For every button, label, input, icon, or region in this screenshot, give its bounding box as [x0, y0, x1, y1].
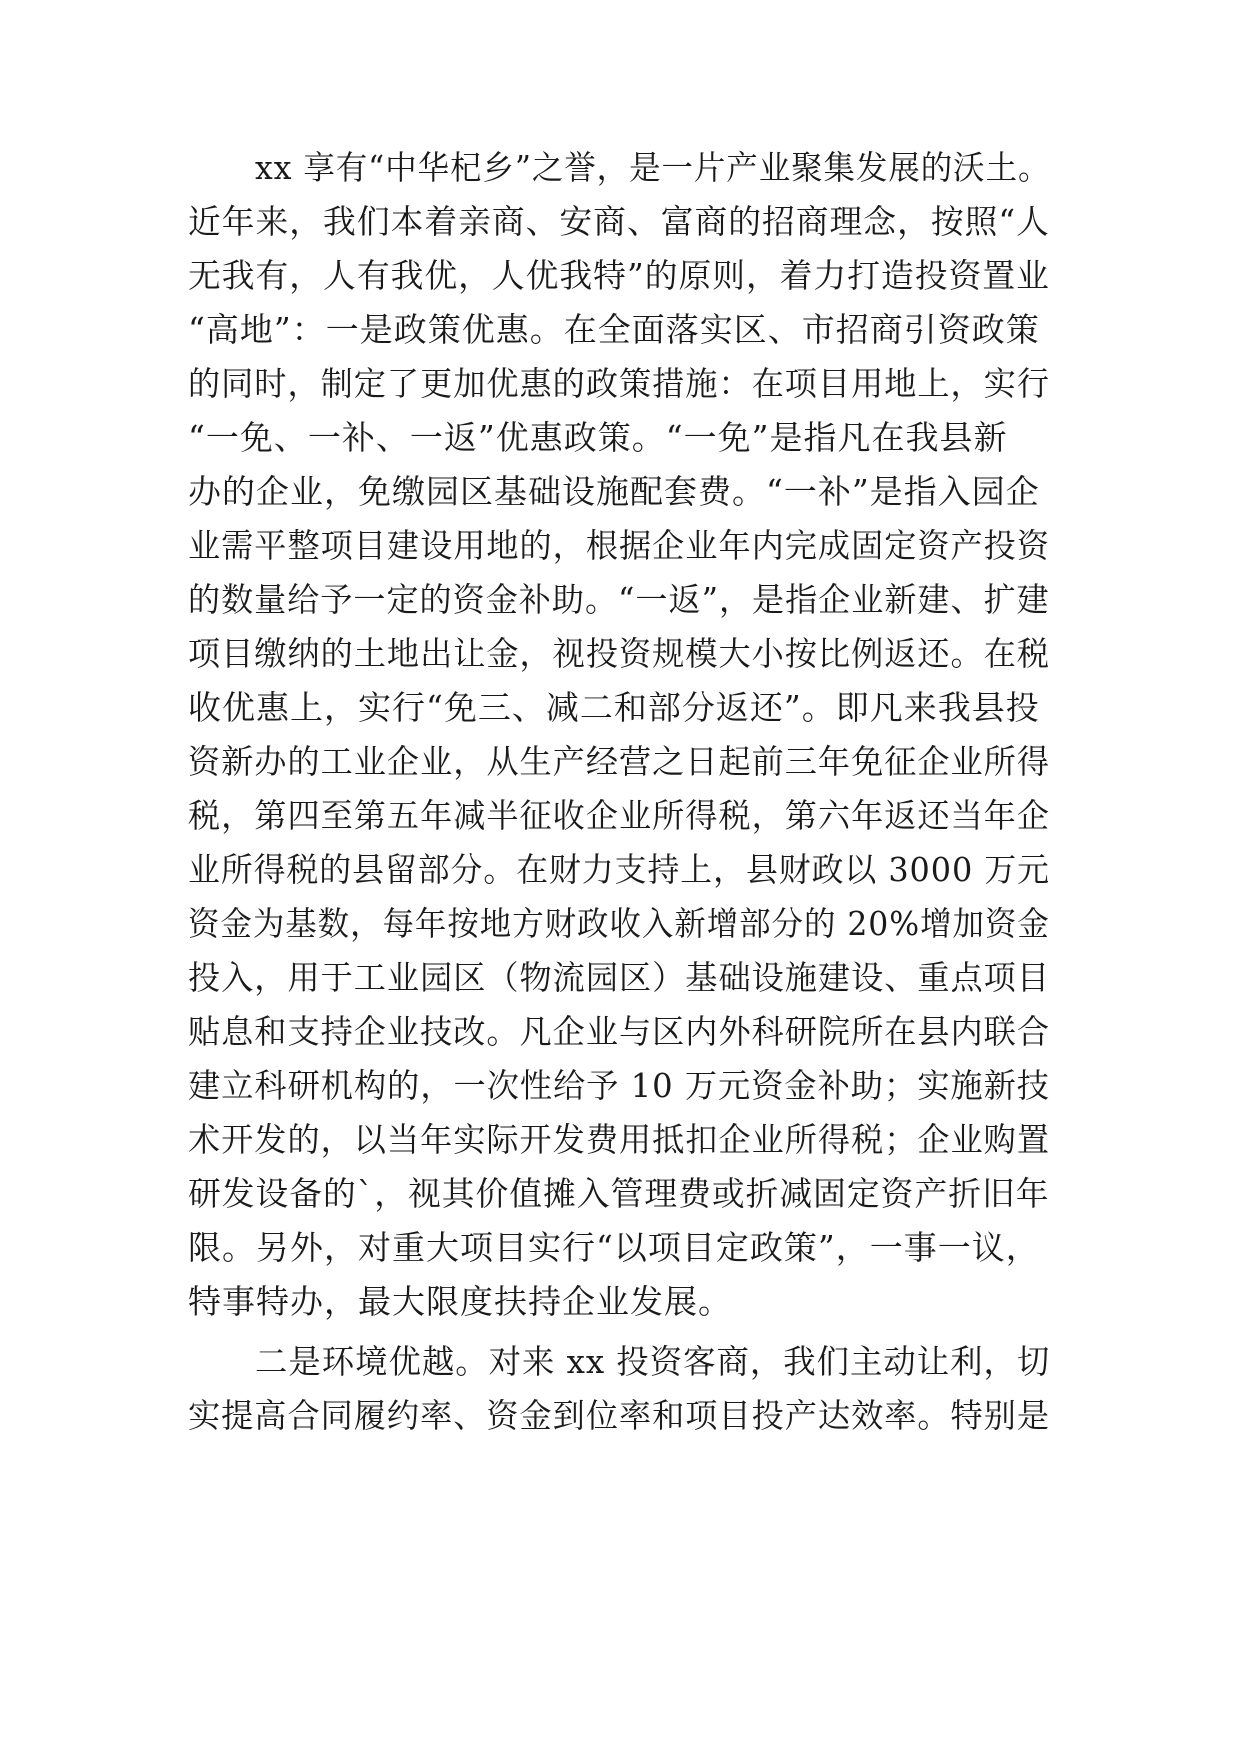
- text-line: 近年来，我们本着亲商、安商、富商的招商理念，按照“人: [188, 202, 1050, 241]
- text-line: 无我有，人有我优，人优我特”的原则，着力打造投资置业: [188, 256, 1050, 295]
- text-line: “高地”：一是政策优惠。在全面落实区、市招商引资政策: [188, 310, 1040, 349]
- text-line: 税，第四至第五年减半征收企业所得税，第六年返还当年企: [188, 796, 1050, 835]
- text-line: 实提高合同履约率、资金到位率和项目投产达效率。特别是: [188, 1396, 1050, 1435]
- text-line: 特事特办，最大限度扶持企业发展。: [188, 1282, 732, 1321]
- text-line: “一免、一补、一返”优惠政策。“一免”是指凡在我县新: [188, 418, 1008, 457]
- text-line: 办的企业，免缴园区基础设施配套费。“一补”是指入园企: [188, 472, 1040, 511]
- text-line: 业需平整项目建设用地的，根据企业年内完成固定资产投资: [188, 526, 1050, 565]
- text-line: 贴息和支持企业技改。凡企业与区内外科研院所在县内联合: [188, 1012, 1050, 1051]
- text-line: 术开发的，以当年实际开发费用抵扣企业所得税；企业购置: [188, 1120, 1050, 1159]
- text-line: 资金为基数，每年按地方财政收入新增部分的 20%增加资金: [188, 904, 1050, 943]
- text-line: 的数量给予一定的资金补助。“一返”，是指企业新建、扩建: [188, 580, 1050, 619]
- text-line: 收优惠上，实行“免三、减二和部分返还”。即凡来我县投: [188, 688, 1040, 727]
- text-line: 研发设备的`，视其价值摊入管理费或折减固定资产折旧年: [188, 1174, 1050, 1213]
- text-line: 投入，用于工业园区（物流园区）基础设施建设、重点项目: [188, 958, 1050, 997]
- text-line: 业所得税的县留部分。在财力支持上，县财政以 3000 万元: [188, 850, 1050, 889]
- text-line: 限。另外，对重大项目实行“以项目定政策”，一事一议，: [188, 1228, 1040, 1267]
- text-line: 的同时，制定了更加优惠的政策措施：在项目用地上，实行: [188, 364, 1050, 403]
- text-line: xx 享有“中华杞乡”之誉，是一片产业聚集发展的沃土。: [255, 148, 1051, 187]
- text-line: 项目缴纳的土地出让金，视投资规模大小按比例返还。在税: [188, 634, 1050, 673]
- text-line: 资新办的工业企业，从生产经营之日起前三年免征企业所得: [188, 742, 1050, 781]
- text-line: 二是环境优越。对来 xx 投资客商，我们主动让利，切: [255, 1342, 1051, 1381]
- text-line: 建立科研机构的，一次性给予 10 万元资金补助；实施新技: [188, 1066, 1050, 1105]
